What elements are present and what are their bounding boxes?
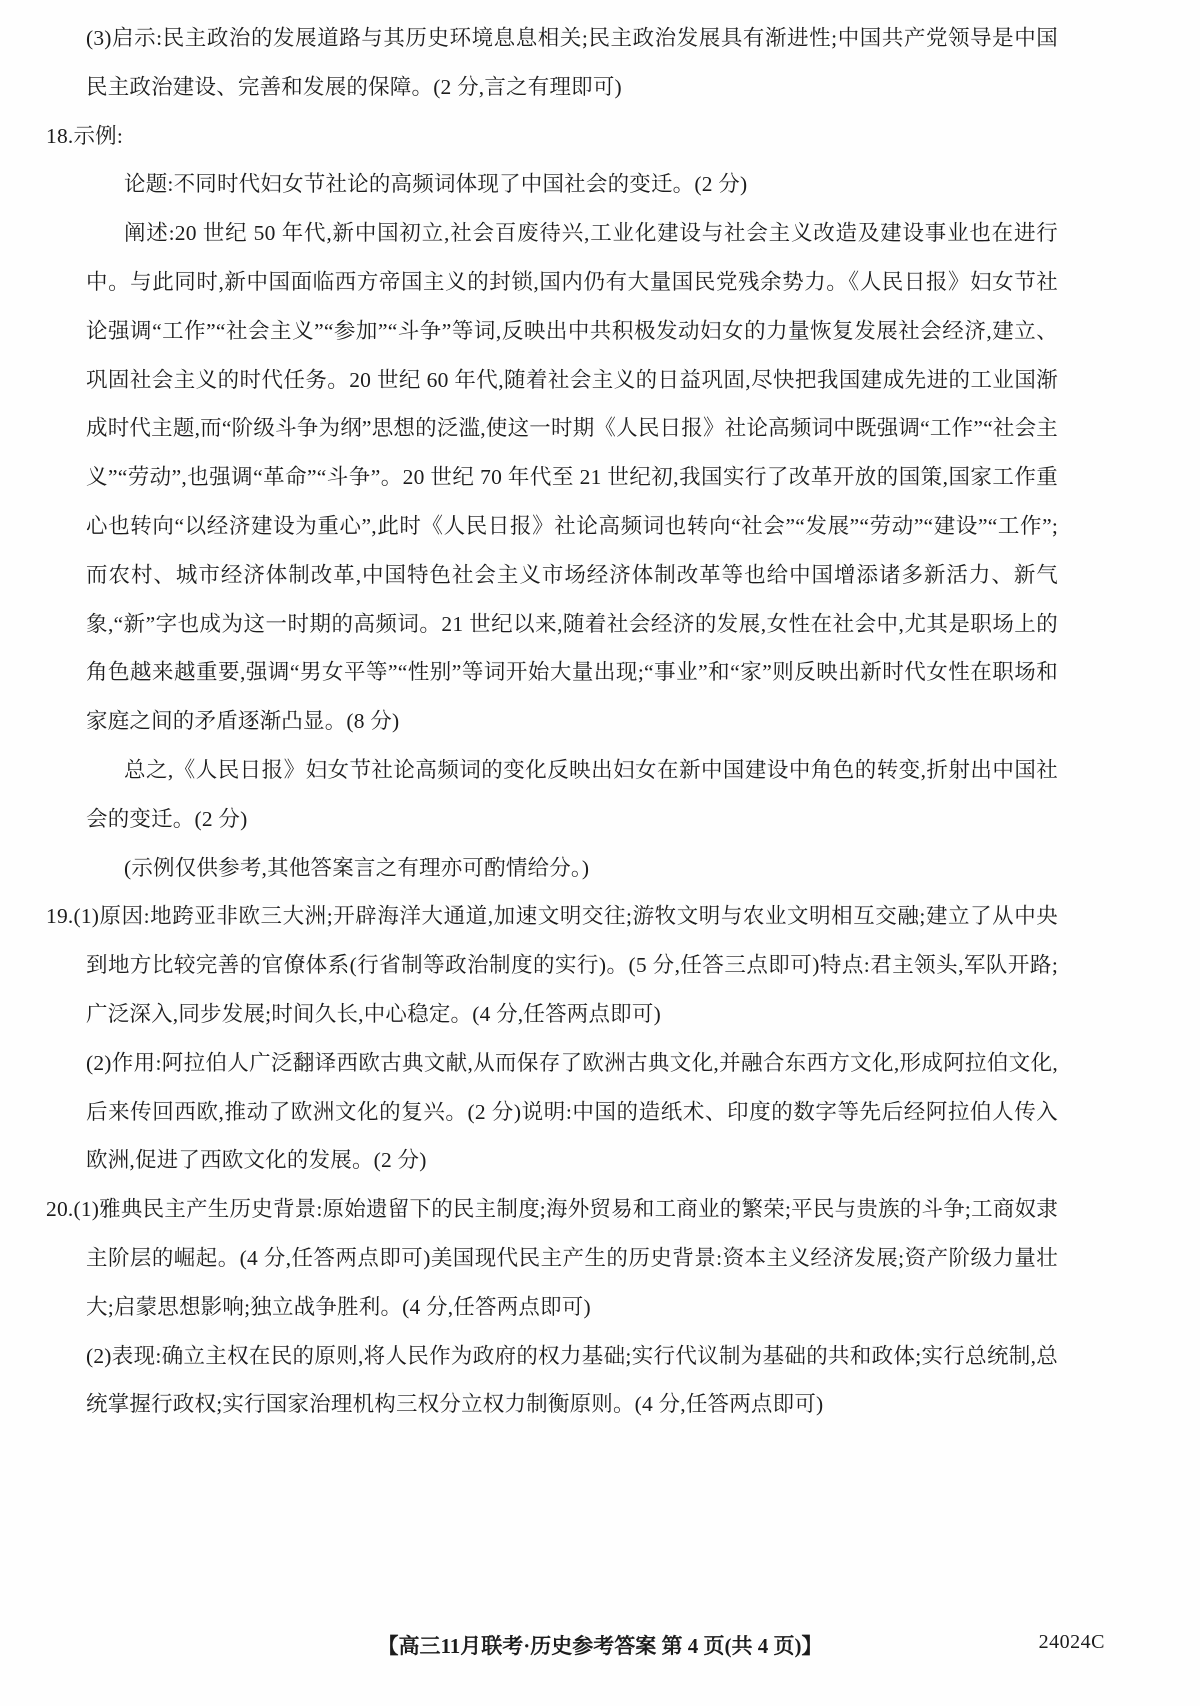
answer-paragraph-18-topic: 论题:不同时代妇女节社论的高频词体现了中国社会的变迁。(2 分): [124, 172, 748, 197]
answer-paragraph-19-2: (2)作用:阿拉伯人广泛翻译西欧古典文献,从而保存了欧洲古典文化,并融合东西方文化,形成阿拉伯文化,后来传回西欧,推动了欧洲文化的复兴。(2 分)说明:中国的造纸术、印度的数字等先后经阿拉伯人传入欧洲,促进了西欧文化的发展。(2 分): [86, 1050, 1058, 1173]
answer-paragraph-18-conclusion: 总之,《人民日报》妇女节社论高频词的变化反映出妇女在新中国建设中角色的转变,折射出中国社会的变迁。(2 分): [86, 757, 1058, 831]
page-footer: [0, 1630, 1200, 1660]
answer-paragraph-19-1: 19.(1)原因:地跨亚非欧三大洲;开辟海洋大通道,加速文明交往;游牧文明与农业文明相互交融;建立了从中央到地方比较完善的官僚体系(行省制等政治制度的实行)。(5 分,任答三点即可)特点:君主领头,军队开路;广泛深入,同步发展;时间久长,中心稳定。(4 分,任答两点即可): [46, 904, 1058, 1026]
answer-paragraph-20-2: (2)表现:确立主权在民的原则,将人民作为政府的权力基础;实行代议制为基础的共和政体;实行总统制,总统掌握行政权;实行国家治理机构三权分立权力制衡原则。(4 分,任答两点即可): [86, 1343, 1058, 1417]
answer-paragraph-17-3: (3)启示:民主政治的发展道路与其历史环境息息相关;民主政治发展具有渐进性;中国共产党领导是中国民主政治建设、完善和发展的保障。(2 分,言之有理即可): [86, 26, 1058, 99]
answer-item-18-label: 18.示例:: [46, 123, 124, 148]
answer-paragraph-18-exposition: 阐述:20 世纪 50 年代,新中国初立,社会百废待兴,工业化建设与社会主义改造及建设事业也在进行中。与此同时,新中国面临西方帝国主义的封锁,国内仍有大量国民党残余势力。《人民日报》妇女节社论强调“工作”“社会主义”“参加”“斗争”等词,反映出中共积极发动妇女的力量恢复发展社会经济,建立、巩固社会主义的时代任务。20 世纪 60 年代,随着社会主义的日益巩固,尽快把我国建成先进的工业国渐成时代主题,而“阶级斗争为纲”思想的泛滥,使这一时期《人民日报》社论高频词中既强调“工作”“社会主义”“劳动”,也强调“革命”“斗争”。20 世纪 70 年代至 21 世纪初,我国实行了改革开放的国策,国家工作重心也转向“以经济建设为重心”,此时《人民日报》社论高频词也转向“社会”“发展”“劳动”“建设”“工作”;而农村、城市经济体制改革,中国特色社会主义市场经济体制改革等也给中国增添诸多新活力、新气象,“新”字也成为这一时期的高频词。21 世纪以来,随着社会经济的发展,女性在社会中,尤其是职场上的角色越来越重要,强调“男女平等”“性别”等词开始大量出现;“事业”和“家”则反映出新时代女性在职场和家庭之间的矛盾逐渐凸显。(8 分): [86, 221, 1058, 734]
footer-exam-title: 【高三11月联考·历史参考答案 第 4 页(共 4 页)】: [377, 1634, 823, 1658]
answer-paragraph-20-1: 20.(1)雅典民主产生历史背景:原始遗留下的民主制度;海外贸易和工商业的繁荣;平民与贵族的斗争;工商奴隶主阶层的崛起。(4 分,任答两点即可)美国现代民主产生的历史背景:资本主义经济发展;资产阶级力量壮大;启蒙思想影响;独立战争胜利。(4 分,任答两点即可): [46, 1197, 1058, 1319]
footer-paper-code: 24024C: [1038, 1631, 1105, 1653]
answer-paragraph-18-note: (示例仅供参考,其他答案言之有理亦可酌情给分。): [124, 855, 590, 880]
